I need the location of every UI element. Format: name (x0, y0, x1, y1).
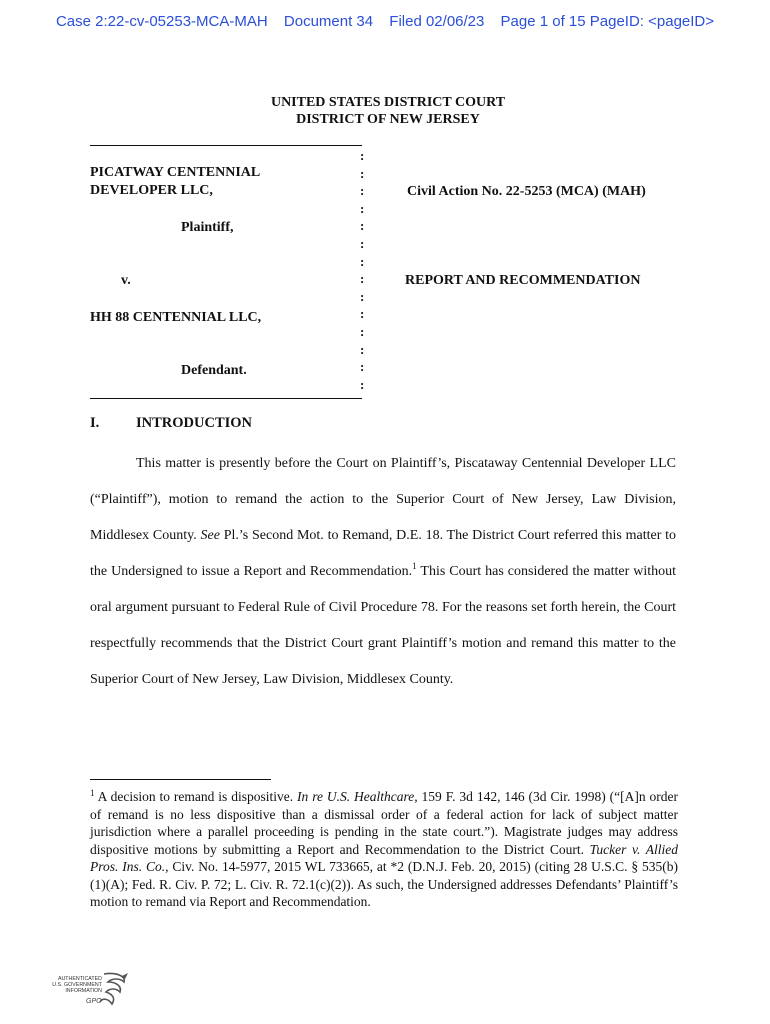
court-name: UNITED STATES DISTRICT COURT (270, 95, 506, 110)
document-number: Document 34 (283, 13, 374, 30)
section-title: INTRODUCTION (136, 415, 253, 431)
versus-label: v. (121, 273, 131, 288)
document-title: REPORT AND RECOMMENDATION (405, 273, 641, 288)
footnote-mark: 1 (90, 788, 95, 798)
body-text-c: This Court has considered the matter without oral argument pursuant to Federal Rule of Civil Procedure 78. For the reasons set forth herein, the Court respectfully recommends that the District Court grant Plaintiff’s motion and remand this matter to the Superior Court of New Jersey, Law Division, Middlesex County. (90, 564, 676, 687)
plaintiff-role: Plaintiff, (181, 220, 234, 235)
footnote (90, 788, 678, 911)
gpo-mark: GPO (86, 998, 102, 1005)
eagle-icon (36, 970, 136, 1014)
section-heading (90, 415, 252, 432)
gpo-seal-text: AUTHENTICATED U.S. GOVERNMENT INFORMATION (52, 976, 102, 994)
defendant-role: Defendant. (181, 363, 247, 378)
footnote-text-c: , Civ. No. 14-5977, 2015 WL 733665, at *2 (D.N.J. Feb. 20, 2015) (citing 28 U.S.C. § 535(b)(1)(A); Fed. R. Civ. P. 72; L. Civ. R. 72.1(c)(2)). As such, the Undersigned addresses Defendants’ Plaintiff’s motion to remand via Report and Recommendation. (90, 859, 678, 909)
filed-date: Filed 02/06/23 (389, 13, 485, 30)
footnote-text-b: 159 F. 3d 142, 146 (3d Cir. 1998) (“[A]n order of remand is no less dispositive than a dismissal order of a federal action for lack of subject matter jurisdiction where a parallel proceeding is pending in the state court.”). Magistrate judges may address dispositive motions by submitting a Report and Recommendation to the District Court. (90, 789, 679, 857)
case-number: Case 2:22-cv-05253-MCA-MAH (55, 13, 268, 30)
footnote-reference[interactable]: 1 (412, 561, 417, 571)
court-heading (0, 94, 770, 128)
plaintiff-name: PICATWAY CENTENNIAL DEVELOPER LLC, (90, 165, 261, 198)
civil-action-number: Civil Action No. 22-5253 (MCA) (MAH) (407, 184, 646, 199)
court-district: DISTRICT OF NEW JERSEY (296, 112, 480, 127)
caption-top-rule (90, 145, 362, 146)
gpo-authentication-seal (36, 970, 136, 1014)
body-text-a: This matter is presently before the Court on Plaintiff’s, Piscataway Centennial Developer LLC (“Plaintiff”), motion to remand the action to the Superior Court of New Jersey, Law Division, Middlesex County. (90, 456, 676, 543)
filing-header (0, 13, 770, 30)
signal-see: See (200, 528, 220, 543)
page-info: Page 1 of 15 PageID: <pageID> (500, 13, 715, 30)
body-paragraph (90, 446, 676, 698)
defendant-name: HH 88 CENTENNIAL LLC, (90, 310, 262, 325)
caption-bottom-rule (90, 398, 362, 399)
caption-colon-column: : : : : : : : : : : : : : : (360, 148, 365, 392)
footnote-rule (90, 779, 271, 780)
section-number: I. (90, 415, 100, 431)
body-text-b: Pl.’s Second Mot. to Remand, D.E. 18. The District Court referred this matter to the Undersigned to issue a Report and Recommendation. (90, 528, 677, 579)
case-citation-tucker: Tucker v. Allied Pros. Ins. Co. (90, 841, 678, 874)
footnote-text-a: A decision to remand is dispositive. (97, 789, 294, 804)
case-citation-healthcare: In re U.S. Healthcare, (297, 789, 418, 804)
